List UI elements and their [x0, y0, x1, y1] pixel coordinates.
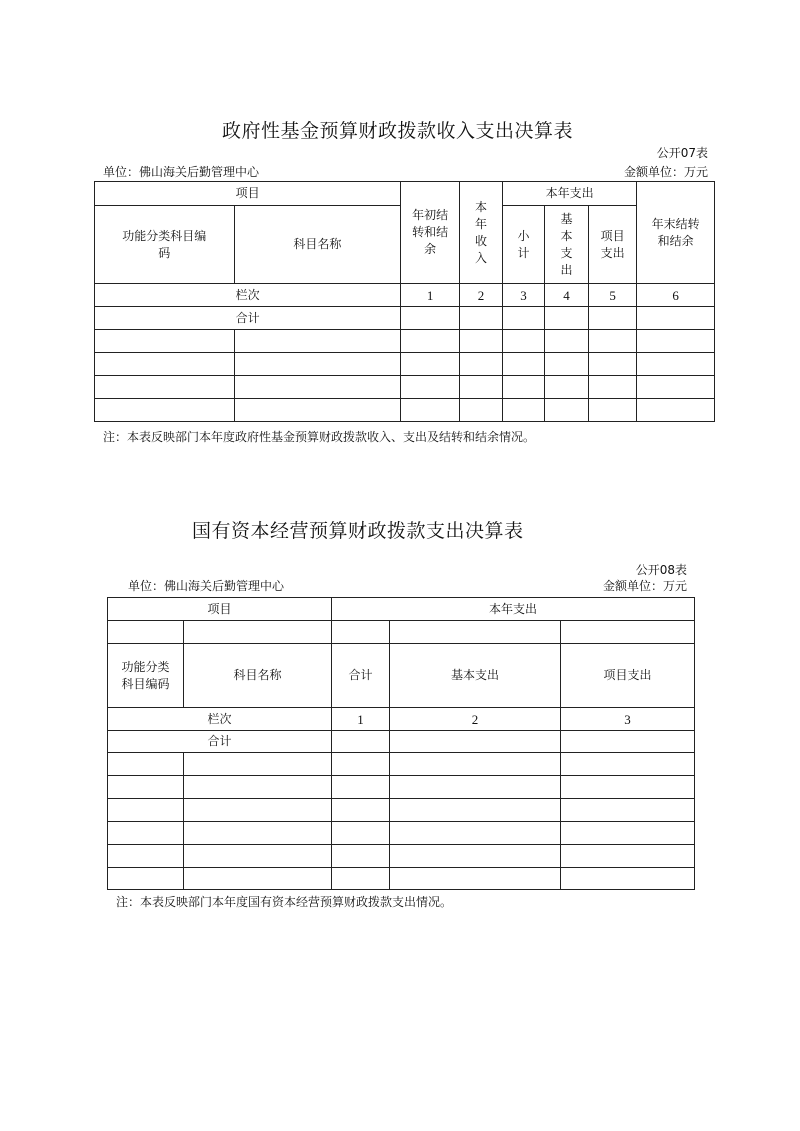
t7-header-subtotal: 小计 [503, 206, 545, 284]
table7-currency: 金额单位：万元 [623, 165, 708, 179]
t7-header-project: 项目 [95, 182, 401, 206]
t7-col-num: 1 [401, 284, 460, 307]
t8-header-basic: 基本支出 [390, 644, 561, 708]
t8-column-row [108, 708, 695, 731]
t8-header-func-code: 功能分类科目编码 [108, 644, 184, 708]
t7-column-label: 栏次 [95, 284, 401, 307]
t8-header-subject-name: 科目名称 [184, 644, 332, 708]
t8-col-num: 2 [390, 708, 561, 731]
t7-header-begin-balance: 年初结转和结余 [401, 182, 460, 284]
table-row [108, 822, 695, 845]
t7-header-expense-group: 本年支出 [503, 182, 637, 206]
t8-total-row [108, 731, 695, 753]
t7-col-num: 5 [589, 284, 637, 307]
t7-col-num: 2 [460, 284, 503, 307]
t8-header-project-exp: 项目支出 [561, 644, 695, 708]
t7-col-num: 3 [503, 284, 545, 307]
table-row [95, 399, 715, 422]
t7-header-income: 本年收入 [460, 182, 503, 284]
table7-unit: 单位：佛山海关后勤管理中心 [103, 165, 260, 179]
t8-header-expense-group: 本年支出 [332, 598, 695, 621]
table8-currency: 金额单位：万元 [602, 579, 687, 593]
table7-note: 注：本表反映部门本年度政府性基金预算财政拨款收入、支出及结转和结余情况。 [103, 430, 536, 444]
t8-col-num: 3 [561, 708, 695, 731]
table8-code: 公开08表 [635, 563, 687, 577]
table-row [95, 376, 715, 399]
table-row [108, 845, 695, 868]
t7-header-subject-name: 科目名称 [234, 206, 401, 284]
t8-column-label: 栏次 [108, 708, 332, 731]
table8 [107, 597, 695, 890]
t7-header-project-exp: 项目支出 [589, 206, 637, 284]
t7-col-num: 4 [544, 284, 588, 307]
t7-total-row [95, 307, 715, 330]
t8-total-label: 合计 [108, 731, 332, 753]
table8-unit: 单位：佛山海关后勤管理中心 [128, 579, 285, 593]
table-row [108, 868, 695, 890]
table-row [108, 776, 695, 799]
table7-title: 政府性基金预算财政拨款收入支出决算表 [222, 120, 574, 142]
table8-title: 国有资本经营预算财政拨款支出决算表 [192, 520, 524, 542]
t7-total-label: 合计 [95, 307, 401, 330]
table8-note: 注：本表反映部门本年度国有资本经营预算财政拨款支出情况。 [116, 895, 453, 909]
t8-col-num: 1 [332, 708, 390, 731]
t7-header-basic: 基本支出 [544, 206, 588, 284]
t7-header-end-balance: 年末结转和结余 [637, 182, 715, 284]
table7-code: 公开07表 [656, 146, 708, 160]
t8-header-total: 合计 [332, 644, 390, 708]
t7-col-num: 6 [637, 284, 715, 307]
table-row [95, 330, 715, 353]
t7-column-row [95, 284, 715, 307]
t7-header-func-code: 功能分类科目编码 [95, 206, 235, 284]
table-row [95, 353, 715, 376]
table7 [94, 181, 715, 422]
t8-header-project: 项目 [108, 598, 332, 621]
table-row [108, 753, 695, 776]
table-row [108, 799, 695, 822]
